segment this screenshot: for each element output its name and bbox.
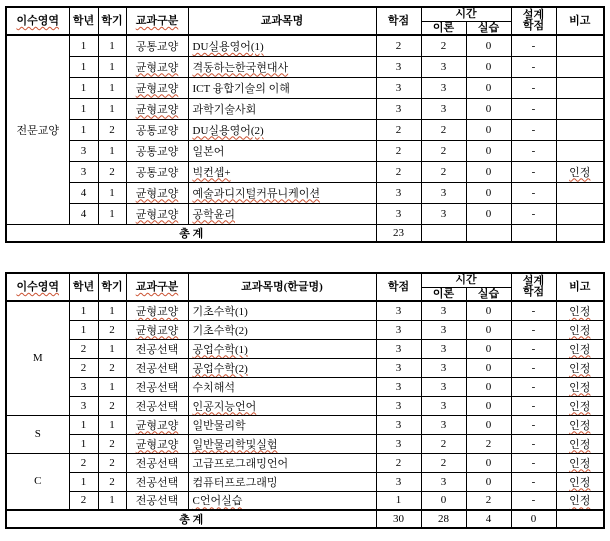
course-type-cell: 균형교양 <box>126 98 188 119</box>
credits-cell: 2 <box>376 453 421 472</box>
semester-cell: 2 <box>98 472 126 491</box>
theory-hours-cell: 3 <box>421 301 466 320</box>
col-header-practice: 실습 <box>466 21 511 35</box>
semester-cell: 1 <box>98 339 126 358</box>
col-header-practice: 실습 <box>466 287 511 301</box>
course-name-cell: 공학윤리 <box>188 203 376 224</box>
msc-curriculum-table <box>5 272 605 529</box>
practice-hours-cell: 0 <box>466 140 511 161</box>
design-credits-cell: - <box>511 77 556 98</box>
design-credits-cell: - <box>511 320 556 339</box>
semester-cell: 1 <box>98 377 126 396</box>
course-type-cell: 공통교양 <box>126 35 188 56</box>
remarks-cell <box>556 56 604 77</box>
practice-hours-cell: 0 <box>466 358 511 377</box>
semester-cell: 1 <box>98 35 126 56</box>
grade-cell: 4 <box>69 182 98 203</box>
remarks-cell <box>556 119 604 140</box>
col-header-remarks: 비고 <box>556 273 604 301</box>
theory-hours-cell: 2 <box>421 119 466 140</box>
design-credits-cell: - <box>511 415 556 434</box>
col-header-semester: 학기 <box>98 7 126 35</box>
credits-cell: 3 <box>376 203 421 224</box>
course-name-cell: 수치해석 <box>188 377 376 396</box>
design-credits-cell: - <box>511 161 556 182</box>
remarks-cell: 인정 <box>556 396 604 415</box>
col-header-course-type: 교과구분 <box>126 273 188 301</box>
practice-hours-cell: 0 <box>466 77 511 98</box>
grade-cell: 1 <box>69 320 98 339</box>
grade-cell: 3 <box>69 161 98 182</box>
remarks-cell: 인정 <box>556 472 604 491</box>
course-row <box>6 56 604 77</box>
design-credits-cell: - <box>511 182 556 203</box>
course-row <box>6 301 604 320</box>
design-credits-cell: - <box>511 396 556 415</box>
total-design-cell <box>511 224 556 242</box>
credits-cell: 3 <box>376 472 421 491</box>
course-row <box>6 339 604 358</box>
col-header-grade: 학년 <box>69 273 98 301</box>
semester-cell: 2 <box>98 434 126 453</box>
course-type-cell: 균형교양 <box>126 203 188 224</box>
area-cell: M <box>6 301 69 415</box>
col-header-course-name: 교과목명(한글명) <box>188 273 376 301</box>
theory-hours-cell: 0 <box>421 491 466 510</box>
theory-hours-cell: 2 <box>421 140 466 161</box>
grade-cell: 1 <box>69 35 98 56</box>
semester-cell: 1 <box>98 56 126 77</box>
course-type-cell: 균형교양 <box>126 56 188 77</box>
area-cell: 전문교양 <box>6 35 69 224</box>
grade-cell: 3 <box>69 140 98 161</box>
design-credits-label-line: 설계 <box>522 275 545 287</box>
theory-hours-cell: 3 <box>421 203 466 224</box>
grade-cell: 3 <box>69 377 98 396</box>
total-label-cell: 총 계 <box>6 224 376 242</box>
course-row <box>6 320 604 339</box>
course-row <box>6 161 604 182</box>
theory-hours-cell: 3 <box>421 339 466 358</box>
semester-cell: 1 <box>98 301 126 320</box>
design-credits-cell: - <box>511 377 556 396</box>
col-header-grade: 학년 <box>69 7 98 35</box>
col-header-course-name: 교과목명 <box>188 7 376 35</box>
practice-hours-cell: 2 <box>466 434 511 453</box>
practice-hours-cell: 0 <box>466 161 511 182</box>
col-header-area: 이수영역 <box>6 273 69 301</box>
grade-cell: 1 <box>69 77 98 98</box>
practice-hours-cell: 0 <box>466 377 511 396</box>
theory-hours-cell: 3 <box>421 320 466 339</box>
practice-hours-cell: 0 <box>466 301 511 320</box>
credits-cell: 2 <box>376 119 421 140</box>
col-header-area: 이수영역 <box>6 7 69 35</box>
practice-hours-cell: 0 <box>466 453 511 472</box>
credits-cell: 3 <box>376 56 421 77</box>
course-name-cell: 예술과디지털커뮤니케이션 <box>188 182 376 203</box>
semester-cell: 2 <box>98 320 126 339</box>
semester-cell: 1 <box>98 203 126 224</box>
remarks-cell: 인정 <box>556 301 604 320</box>
liberal-arts-curriculum-table <box>5 6 605 243</box>
theory-hours-cell: 2 <box>421 35 466 56</box>
course-name-cell: 공업수학(1) <box>188 339 376 358</box>
practice-hours-cell: 0 <box>466 119 511 140</box>
course-type-cell: 전공선택 <box>126 472 188 491</box>
remarks-cell: 인정 <box>556 434 604 453</box>
design-credits-cell: - <box>511 491 556 510</box>
col-header-theory: 이론 <box>421 287 466 301</box>
grade-cell: 1 <box>69 472 98 491</box>
grade-cell: 1 <box>69 56 98 77</box>
total-theory-cell: 28 <box>421 510 466 528</box>
remarks-cell <box>556 203 604 224</box>
col-header-credits: 학점 <box>376 273 421 301</box>
course-type-cell: 균형교양 <box>126 182 188 203</box>
area-cell: S <box>6 415 69 453</box>
semester-cell: 2 <box>98 396 126 415</box>
grade-cell: 3 <box>69 396 98 415</box>
credits-cell: 3 <box>376 377 421 396</box>
col-header-semester: 학기 <box>98 273 126 301</box>
design-credits-label-line: 설계 <box>522 9 545 21</box>
credits-cell: 3 <box>376 98 421 119</box>
course-name-cell: DU실용영어(1) <box>188 35 376 56</box>
grade-cell: 2 <box>69 453 98 472</box>
design-credits-cell: - <box>511 56 556 77</box>
theory-hours-cell: 2 <box>421 434 466 453</box>
total-theory-cell <box>421 224 466 242</box>
area-cell: C <box>6 453 69 510</box>
course-name-cell: 고급프로그래밍언어 <box>188 453 376 472</box>
total-remarks-cell <box>556 224 604 242</box>
remarks-cell: 인정 <box>556 320 604 339</box>
semester-cell: 1 <box>98 98 126 119</box>
course-row <box>6 415 604 434</box>
practice-hours-cell: 2 <box>466 491 511 510</box>
grade-cell: 4 <box>69 203 98 224</box>
course-type-cell: 균형교양 <box>126 415 188 434</box>
practice-hours-cell: 0 <box>466 35 511 56</box>
design-credits-cell: - <box>511 203 556 224</box>
semester-cell: 1 <box>98 140 126 161</box>
credits-cell: 3 <box>376 182 421 203</box>
col-header-hours: 시간 <box>421 7 511 21</box>
grade-cell: 2 <box>69 491 98 510</box>
course-name-cell: C언어실습 <box>188 491 376 510</box>
remarks-cell: 인정 <box>556 339 604 358</box>
total-practice-cell <box>466 224 511 242</box>
theory-hours-cell: 3 <box>421 56 466 77</box>
theory-hours-cell: 3 <box>421 182 466 203</box>
remarks-cell <box>556 77 604 98</box>
course-type-cell: 균형교양 <box>126 301 188 320</box>
practice-hours-cell: 0 <box>466 56 511 77</box>
remarks-cell <box>556 140 604 161</box>
semester-cell: 1 <box>98 415 126 434</box>
design-credits-cell: - <box>511 98 556 119</box>
grade-cell: 1 <box>69 98 98 119</box>
total-credits-cell: 30 <box>376 510 421 528</box>
course-name-cell: 빅컨셉+ <box>188 161 376 182</box>
design-credits-label-line: 학점 <box>522 20 545 32</box>
total-row <box>6 510 604 528</box>
credits-cell: 2 <box>376 161 421 182</box>
semester-cell: 2 <box>98 161 126 182</box>
course-row <box>6 119 604 140</box>
remarks-cell <box>556 35 604 56</box>
course-name-cell: 격동하는한국현대사 <box>188 56 376 77</box>
header-row <box>6 273 604 287</box>
design-credits-cell: - <box>511 453 556 472</box>
total-row <box>6 224 604 242</box>
course-type-cell: 공통교양 <box>126 140 188 161</box>
design-credits-cell: - <box>511 339 556 358</box>
credits-cell: 3 <box>376 77 421 98</box>
course-row <box>6 453 604 472</box>
credits-cell: 3 <box>376 358 421 377</box>
course-name-cell: 일반물리학 <box>188 415 376 434</box>
course-type-cell: 전공선택 <box>126 396 188 415</box>
credits-cell: 2 <box>376 140 421 161</box>
course-name-cell: 기초수학(2) <box>188 320 376 339</box>
course-type-cell: 균형교양 <box>126 320 188 339</box>
course-type-cell: 공통교양 <box>126 161 188 182</box>
col-header-design-credits <box>511 7 556 35</box>
credits-cell: 3 <box>376 415 421 434</box>
practice-hours-cell: 0 <box>466 396 511 415</box>
grade-cell: 1 <box>69 301 98 320</box>
credits-cell: 1 <box>376 491 421 510</box>
col-header-course-type: 교과구분 <box>126 7 188 35</box>
course-row <box>6 98 604 119</box>
practice-hours-cell: 0 <box>466 320 511 339</box>
course-type-cell: 균형교양 <box>126 434 188 453</box>
total-label-cell: 총 계 <box>6 510 376 528</box>
grade-cell: 1 <box>69 415 98 434</box>
grade-cell: 1 <box>69 434 98 453</box>
design-credits-cell: - <box>511 358 556 377</box>
course-type-cell: 전공선택 <box>126 377 188 396</box>
practice-hours-cell: 0 <box>466 415 511 434</box>
credits-cell: 3 <box>376 434 421 453</box>
theory-hours-cell: 3 <box>421 396 466 415</box>
semester-cell: 2 <box>98 358 126 377</box>
total-remarks-cell <box>556 510 604 528</box>
remarks-cell: 인정 <box>556 415 604 434</box>
course-name-cell: 과학기술사회 <box>188 98 376 119</box>
semester-cell: 1 <box>98 77 126 98</box>
course-name-cell: 컴퓨터프로그래밍 <box>188 472 376 491</box>
course-type-cell: 균형교양 <box>126 77 188 98</box>
theory-hours-cell: 2 <box>421 161 466 182</box>
remarks-cell: 인정 <box>556 453 604 472</box>
grade-cell: 2 <box>69 339 98 358</box>
course-row <box>6 472 604 491</box>
col-header-design-credits <box>511 273 556 301</box>
course-row <box>6 77 604 98</box>
practice-hours-cell: 0 <box>466 182 511 203</box>
design-credits-cell: - <box>511 35 556 56</box>
credits-cell: 3 <box>376 301 421 320</box>
credits-cell: 3 <box>376 339 421 358</box>
practice-hours-cell: 0 <box>466 472 511 491</box>
course-name-cell: 일본어 <box>188 140 376 161</box>
semester-cell: 2 <box>98 119 126 140</box>
course-row <box>6 140 604 161</box>
remarks-cell <box>556 182 604 203</box>
course-type-cell: 전공선택 <box>126 491 188 510</box>
course-name-cell: 일반물리학및실험 <box>188 434 376 453</box>
theory-hours-cell: 3 <box>421 377 466 396</box>
theory-hours-cell: 2 <box>421 453 466 472</box>
credits-cell: 3 <box>376 396 421 415</box>
total-credits-cell: 23 <box>376 224 421 242</box>
design-credits-cell: - <box>511 119 556 140</box>
design-credits-cell: - <box>511 301 556 320</box>
theory-hours-cell: 3 <box>421 358 466 377</box>
course-row <box>6 35 604 56</box>
course-row <box>6 203 604 224</box>
practice-hours-cell: 0 <box>466 98 511 119</box>
grade-cell: 2 <box>69 358 98 377</box>
col-header-hours: 시간 <box>421 273 511 287</box>
design-credits-cell: - <box>511 140 556 161</box>
credits-cell: 2 <box>376 35 421 56</box>
credits-cell: 3 <box>376 320 421 339</box>
col-header-credits: 학점 <box>376 7 421 35</box>
course-name-cell: DU실용영어(2) <box>188 119 376 140</box>
header-row <box>6 7 604 21</box>
theory-hours-cell: 3 <box>421 77 466 98</box>
col-header-theory: 이론 <box>421 21 466 35</box>
course-name-cell: 인공지능언어 <box>188 396 376 415</box>
course-row <box>6 358 604 377</box>
semester-cell: 2 <box>98 453 126 472</box>
course-name-cell: 공업수학(2) <box>188 358 376 377</box>
course-row <box>6 182 604 203</box>
course-type-cell: 전공선택 <box>126 339 188 358</box>
course-name-cell: ICT 융합기술의 이해 <box>188 77 376 98</box>
remarks-cell <box>556 98 604 119</box>
design-credits-cell: - <box>511 434 556 453</box>
course-row <box>6 377 604 396</box>
practice-hours-cell: 0 <box>466 203 511 224</box>
course-type-cell: 전공선택 <box>126 453 188 472</box>
total-design-cell: 0 <box>511 510 556 528</box>
course-type-cell: 전공선택 <box>126 358 188 377</box>
remarks-cell: 인정 <box>556 161 604 182</box>
theory-hours-cell: 3 <box>421 472 466 491</box>
design-credits-cell: - <box>511 472 556 491</box>
course-name-cell: 기초수학(1) <box>188 301 376 320</box>
course-type-cell: 공통교양 <box>126 119 188 140</box>
grade-cell: 1 <box>69 119 98 140</box>
course-row <box>6 434 604 453</box>
remarks-cell: 인정 <box>556 491 604 510</box>
course-row <box>6 491 604 510</box>
remarks-cell: 인정 <box>556 358 604 377</box>
design-credits-label-line: 학점 <box>522 286 545 298</box>
remarks-cell: 인정 <box>556 377 604 396</box>
total-practice-cell: 4 <box>466 510 511 528</box>
theory-hours-cell: 3 <box>421 98 466 119</box>
col-header-remarks: 비고 <box>556 7 604 35</box>
semester-cell: 1 <box>98 491 126 510</box>
practice-hours-cell: 0 <box>466 339 511 358</box>
semester-cell: 1 <box>98 182 126 203</box>
course-row <box>6 396 604 415</box>
theory-hours-cell: 3 <box>421 415 466 434</box>
